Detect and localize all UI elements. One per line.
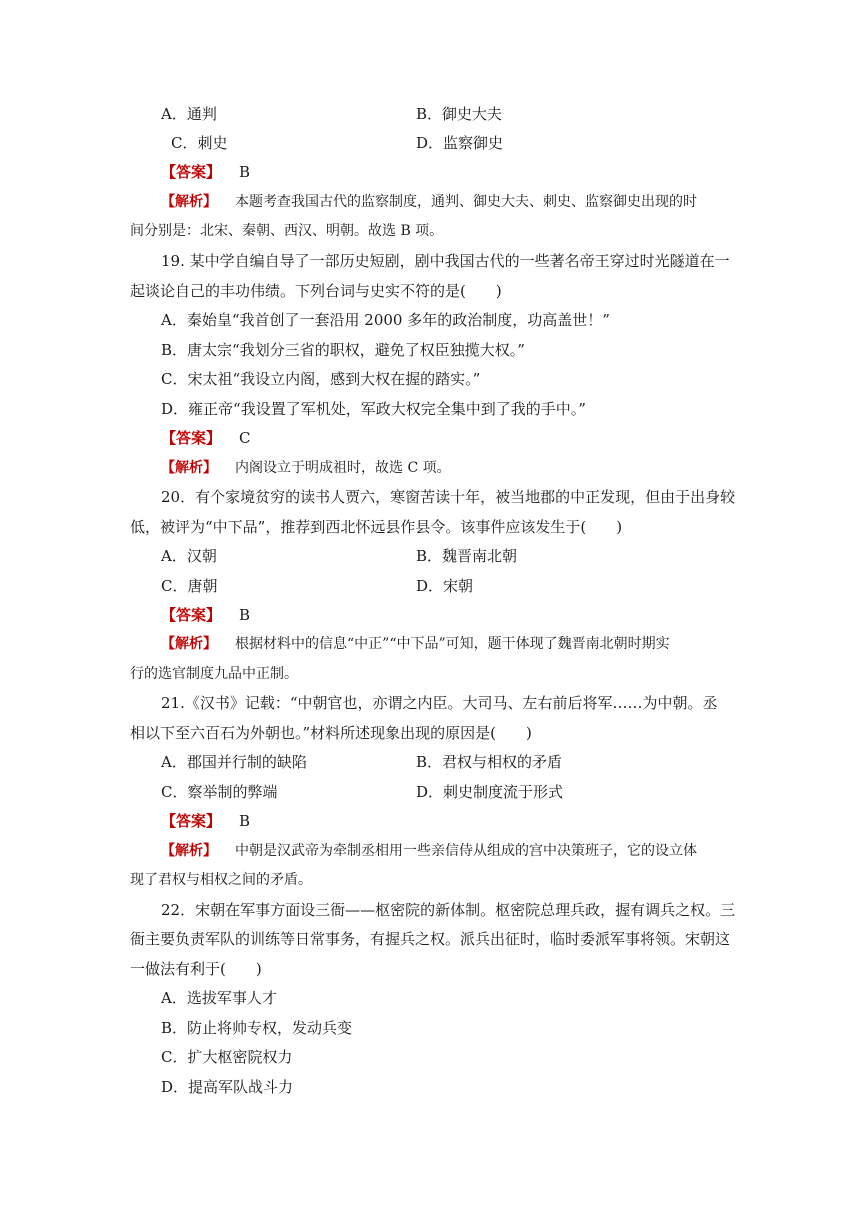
q22-option-a: A．选拔军事人才 <box>161 989 277 1007</box>
analysis-tag: 【解析】 <box>161 843 217 859</box>
q21-option-c: C．察举制的弊端 <box>161 783 278 801</box>
q21-answer <box>161 811 250 831</box>
q21-analysis <box>161 841 697 861</box>
analysis-text: 内阁设立于明成祖时，故选 C 项。 <box>235 460 451 476</box>
q20-option-a: A．汉朝 <box>161 547 217 565</box>
answer-value: B <box>239 163 251 181</box>
q20-stem-line2: 低，被评为“中下品”，推荐到西北怀远县作县令。该事件应该发生于( ) <box>130 518 623 536</box>
q18-option-a: A．通判 <box>161 105 217 123</box>
q21-analysis-cont: 现了君权与相权之间的矛盾。 <box>130 872 312 888</box>
analysis-text: 根据材料中的信息“中正”“中下品”可知，题干体现了魏晋南北朝时期实 <box>235 636 670 652</box>
q20-stem-line1: 20．有个家境贫穷的读书人贾六，寒窗苦读十年，被当地郡的中正发现，但由于出身较 <box>161 488 736 506</box>
answer-tag: 【答案】 <box>161 429 222 447</box>
q18-option-c: C．刺史 <box>171 134 228 152</box>
answer-tag: 【答案】 <box>161 163 222 181</box>
q19-answer <box>161 428 251 448</box>
q18-option-b: B．御史大夫 <box>416 105 503 123</box>
q22-stem-line1: 22．宋朝在军事方面设三衙——枢密院的新体制。枢密院总理兵政，握有调兵之权。三 <box>161 901 736 919</box>
q20-analysis-cont: 行的选官制度九品中正制。 <box>130 666 298 682</box>
analysis-tag: 【解析】 <box>161 636 217 652</box>
q21-option-d: D．刺史制度流于形式 <box>416 783 564 801</box>
q20-option-b: B．魏晋南北朝 <box>416 547 518 565</box>
q19-option-a: A．秦始皇“我首创了一套沿用 2000 多年的政治制度，功高盖世！” <box>161 311 610 329</box>
q18-answer <box>161 162 250 182</box>
answer-value: C <box>239 429 251 447</box>
q18-analysis-cont: 间分别是：北宋、秦朝、西汉、明朝。故选 B 项。 <box>130 223 444 239</box>
q19-stem-line2: 起谈论自己的丰功伟绩。下列台词与史实不符的是( ) <box>130 282 502 300</box>
q19-option-d: D．雍正帝“我设置了军机处，军政大权完全集中到了我的手中。” <box>161 400 586 418</box>
q22-option-b: B．防止将帅专权，发动兵变 <box>161 1019 353 1037</box>
q18-analysis <box>161 192 697 212</box>
q21-stem-line2: 相以下至六百石为外朝也。”材料所述现象出现的原因是( ) <box>130 724 532 742</box>
q19-option-b: B．唐太宗“我划分三省的职权，避免了权臣独揽大权。” <box>161 341 525 359</box>
q22-option-c: C．扩大枢密院权力 <box>161 1048 293 1066</box>
q18-option-d: D．监察御史 <box>416 134 504 152</box>
q21-option-b: B．君权与相权的矛盾 <box>416 753 563 771</box>
answer-value: B <box>239 812 251 830</box>
analysis-tag: 【解析】 <box>161 194 217 210</box>
q22-option-d: D．提高军队战斗力 <box>161 1078 294 1096</box>
analysis-text: 中朝是汉武帝为牵制丞相用一些亲信侍从组成的宫中决策班子，它的设立体 <box>235 843 697 859</box>
q20-answer <box>161 605 250 625</box>
q22-stem-line3: 一做法有利于( ) <box>130 960 262 978</box>
answer-value: B <box>239 606 251 624</box>
q20-option-c: C．唐朝 <box>161 577 218 595</box>
q20-option-d: D．宋朝 <box>416 577 474 595</box>
q19-option-c: C．宋太祖“我设立内阁，感到大权在握的踏实。” <box>161 370 481 388</box>
q19-stem-line1: 19. 某中学自编自导了一部历史短剧，剧中我国古代的一些著名帝王穿过时光隧道在一 <box>161 252 730 270</box>
q22-stem-line2: 衙主要负责军队的训练等日常事务，有握兵之权。派兵出征时，临时委派军事将领。宋朝这 <box>130 930 731 948</box>
answer-tag: 【答案】 <box>161 606 222 624</box>
answer-tag: 【答案】 <box>161 812 222 830</box>
analysis-text: 本题考查我国古代的监察制度，通判、御史大夫、刺史、监察御史出现的时 <box>235 194 697 210</box>
q19-analysis <box>161 458 451 478</box>
analysis-tag: 【解析】 <box>161 460 217 476</box>
q20-analysis <box>161 634 670 654</box>
q21-stem-line1: 21.《汉书》记载：“中朝官也，亦谓之内臣。大司马、左右前后将军……为中朝。丞 <box>161 694 718 712</box>
q21-option-a: A．郡国并行制的缺陷 <box>161 753 307 771</box>
